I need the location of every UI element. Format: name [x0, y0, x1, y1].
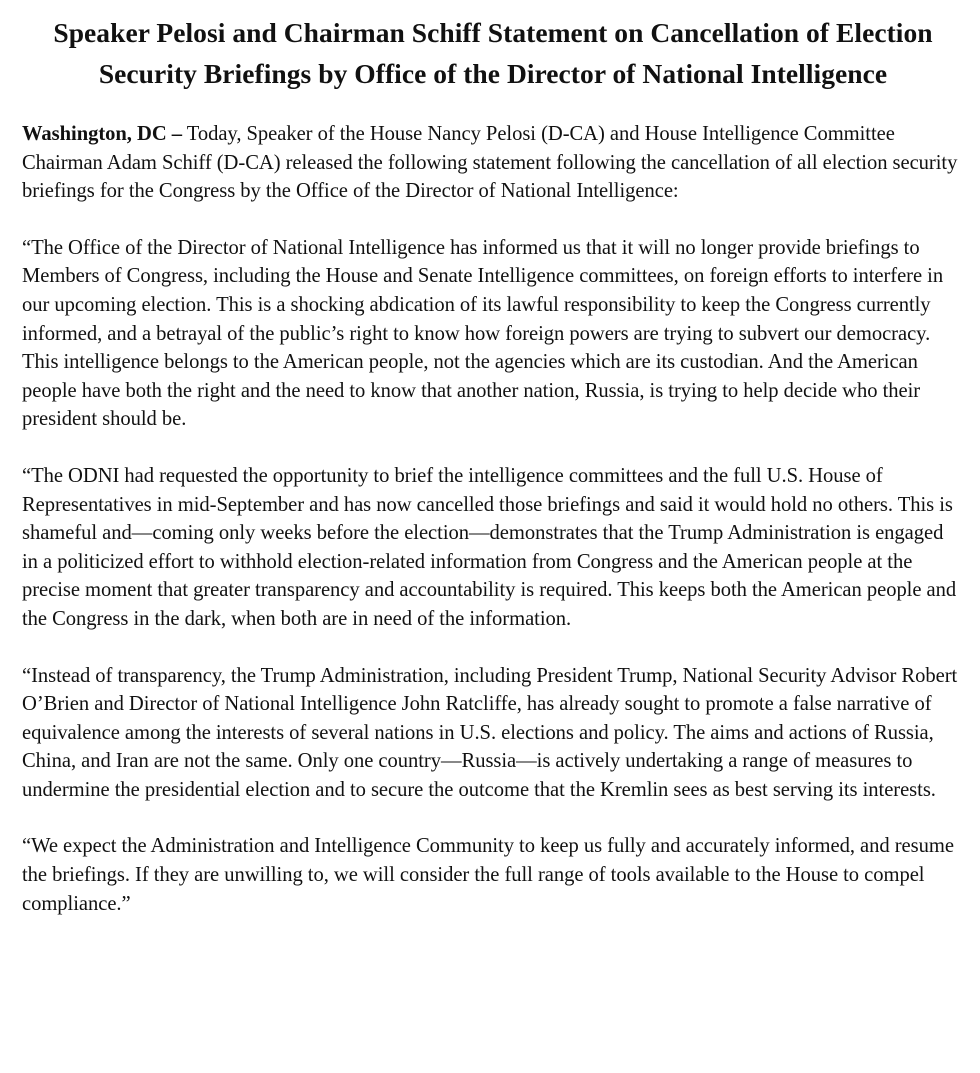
statement-paragraph-1: “The Office of the Director of National Intelligence has informed us that it will no longer provide briefings to Members of Congress, including the House and Senate Intelligence committees, on foreign efforts to interfere in our upcoming election. This is a shocking abdication of its lawful responsibility to keep the Congress currently informed, and a betrayal of the public’s right to know how foreign powers are trying to subvert our democracy. This intelligence belongs to the American people, not the agencies which are its custodian. And the American people have both the right and the need to know that another nation, Russia, is trying to help decide who their president should be.	[22, 236, 944, 431]
document-title: Speaker Pelosi and Chairman Schiff Statement on Cancellation of Election Security Briefings by Office of the Director of National Intelligence	[53, 17, 933, 89]
statement-paragraph-2: “The ODNI had requested the opportunity to brief the intelligence committees and the full U.S. House of Representatives in mid-September and has now cancelled those briefings and said it would hold no others. This is shameful and—coming only weeks before the election—demonstrates that the Trump Administration is engaged in a politicized effort to withhold election-related information from Congress and the American people at the precise moment that greater transparency and accountability is required. This keeps both the American people and the Congress in the dark, when both are in need of the information.	[22, 464, 957, 630]
intro-paragraph	[22, 120, 964, 206]
statement-paragraph-4: “We expect the Administration and Intelligence Community to keep us fully and accurately informed, and resume the briefings. If they are unwilling to, we will consider the full range of tools available to the House to compel compliance.”	[22, 835, 954, 915]
dateline: Washington, DC –	[22, 123, 182, 145]
intro-text: Today, Speaker of the House Nancy Pelosi (D-CA) and House Intelligence Committee Chairman Adam Schiff (D-CA) released the following statement following the cancellation of all election security briefings for the Congress by the Office of the Director of National Intelligence:	[22, 123, 958, 203]
statement-paragraph-3: “Instead of transparency, the Trump Administration, including President Trump, National Security Advisor Robert O’Brien and Director of National Intelligence John Ratcliffe, has already sought to promote a false narrative of equivalence among the interests of several nations in U.S. elections and policy. The aims and actions of Russia, China, and Iran are not the same. Only one country—Russia—is actively undertaking a range of measures to undermine the presidential election and to secure the outcome that the Kremlin sees as best serving its interests.	[22, 664, 958, 801]
